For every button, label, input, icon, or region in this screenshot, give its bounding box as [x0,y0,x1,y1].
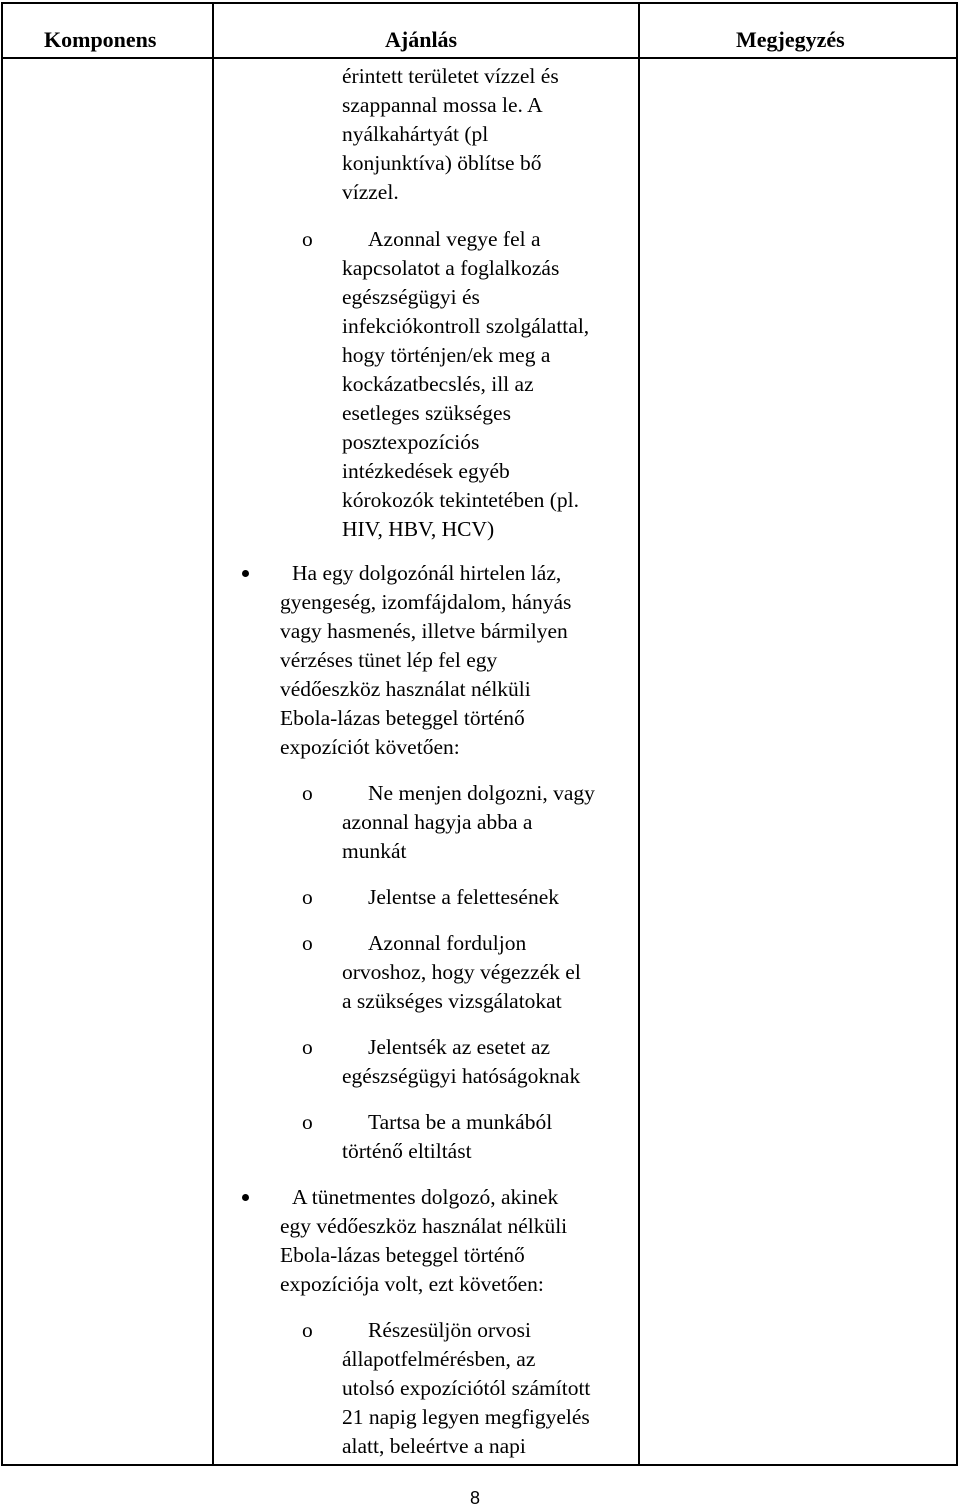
text-line: expozíciót követően: [280,735,460,759]
header-megjegyzes: Megjegyzés [736,27,845,52]
bullet-item [280,1183,567,1299]
sub-list-item [302,883,560,912]
circle-bullet-icon: o [302,781,313,805]
table-left-border [1,2,3,1466]
text-line: intézkedések egyéb [342,459,510,483]
header-ajanlas: Ajánlás [385,27,458,52]
header-komponens: Komponens [44,27,157,52]
text-line: egészségügyi hatóságoknak [342,1064,581,1088]
text-line: alatt, beleértve a napi [342,1434,526,1458]
text-line: vérzéses tünet lép fel egy [280,648,498,672]
text-line: expozíciója volt, ezt követően: [280,1272,544,1296]
bullet-item [280,559,571,762]
sub-list-item [302,1316,591,1461]
text-line: Részesüljön orvosi [368,1318,532,1342]
text-line: szappannal mossa le. A [342,93,543,117]
text-line: a szükséges vizsgálatokat [342,989,562,1013]
sub-list-item [302,1108,553,1166]
table-right-border [956,2,958,1466]
text-line: Ebola-lázas beteggel történő [280,1243,525,1267]
page-number: 8 [470,1488,481,1508]
text-line: infekciókontroll szolgálattal, [342,314,590,338]
text-line: orvoshoz, hogy végezzék el [342,960,581,984]
text-line: gyengeség, izomfájdalom, hányás [280,590,572,614]
text-line: Jelentse a felettesének [368,885,560,909]
circle-bullet-icon: o [302,227,313,251]
text-line: érintett területet vízzel és [342,64,559,88]
table-top-border [2,2,958,4]
sub-list-item [302,779,595,866]
text-line: Ne menjen dolgozni, vagy [368,781,595,805]
text-line: azonnal hagyja abba a [342,810,533,834]
text-line: Ha egy dolgozónál hirtelen láz, [292,561,562,585]
text-line: Azonnal vegye fel a [368,227,541,251]
text-line: hogy történjen/ek meg a [342,343,551,367]
text-line: kapcsolatot a foglalkozás [342,256,560,280]
text-line: munkát [342,839,407,863]
circle-bullet-icon: o [302,931,313,955]
table-bottom-border [2,1464,958,1466]
text-line: A tünetmentes dolgozó, akinek [292,1185,559,1209]
sub-list-item [302,1033,581,1091]
circle-bullet-icon: o [302,1035,313,1059]
text-line: HIV, HBV, HCV) [342,517,495,541]
text-line: konjunktíva) öblítse bő [342,151,542,175]
text-line: Tartsa be a munkából [368,1110,553,1134]
text-line: kockázatbecslés, ill az [342,372,534,396]
sub-list-item [302,929,581,1016]
circle-bullet-icon: o [302,885,313,909]
text-line: vízzel. [342,180,399,204]
text-line: 21 napig legyen megfigyelés [342,1405,590,1429]
bullet-icon [242,1194,249,1201]
text-line: posztexpozíciós [342,430,480,454]
text-line: Jelentsék az esetet az [368,1035,551,1059]
text-line: Azonnal forduljon [368,931,527,955]
text-line: védőeszköz használat nélküli [280,677,531,701]
column-divider-2 [638,2,640,1466]
text-line: történő eltiltást [342,1139,472,1163]
text-line: esetleges szükséges [342,401,511,425]
text-line: egészségügyi és [342,285,480,309]
circle-bullet-icon: o [302,1318,313,1342]
text-line: kórokozók tekintetében (pl. [342,488,580,512]
text-line: Ebola-lázas beteggel történő [280,706,525,730]
text-line: utolsó expozíciótól számított [342,1376,591,1400]
bullet-icon [242,570,249,577]
text-line: nyálkahártyát (pl [342,122,489,146]
text-line: vagy hasmenés, illetve bármilyen [280,619,568,643]
text-line: egy védőeszköz használat nélküli [280,1214,568,1238]
circle-bullet-icon: o [302,1110,313,1134]
sub-list-item [302,225,590,544]
header-bottom-border [2,57,958,59]
continuation-text [342,62,559,207]
column-divider-1 [212,2,214,1466]
text-line: állapotfelmérésben, az [342,1347,536,1371]
